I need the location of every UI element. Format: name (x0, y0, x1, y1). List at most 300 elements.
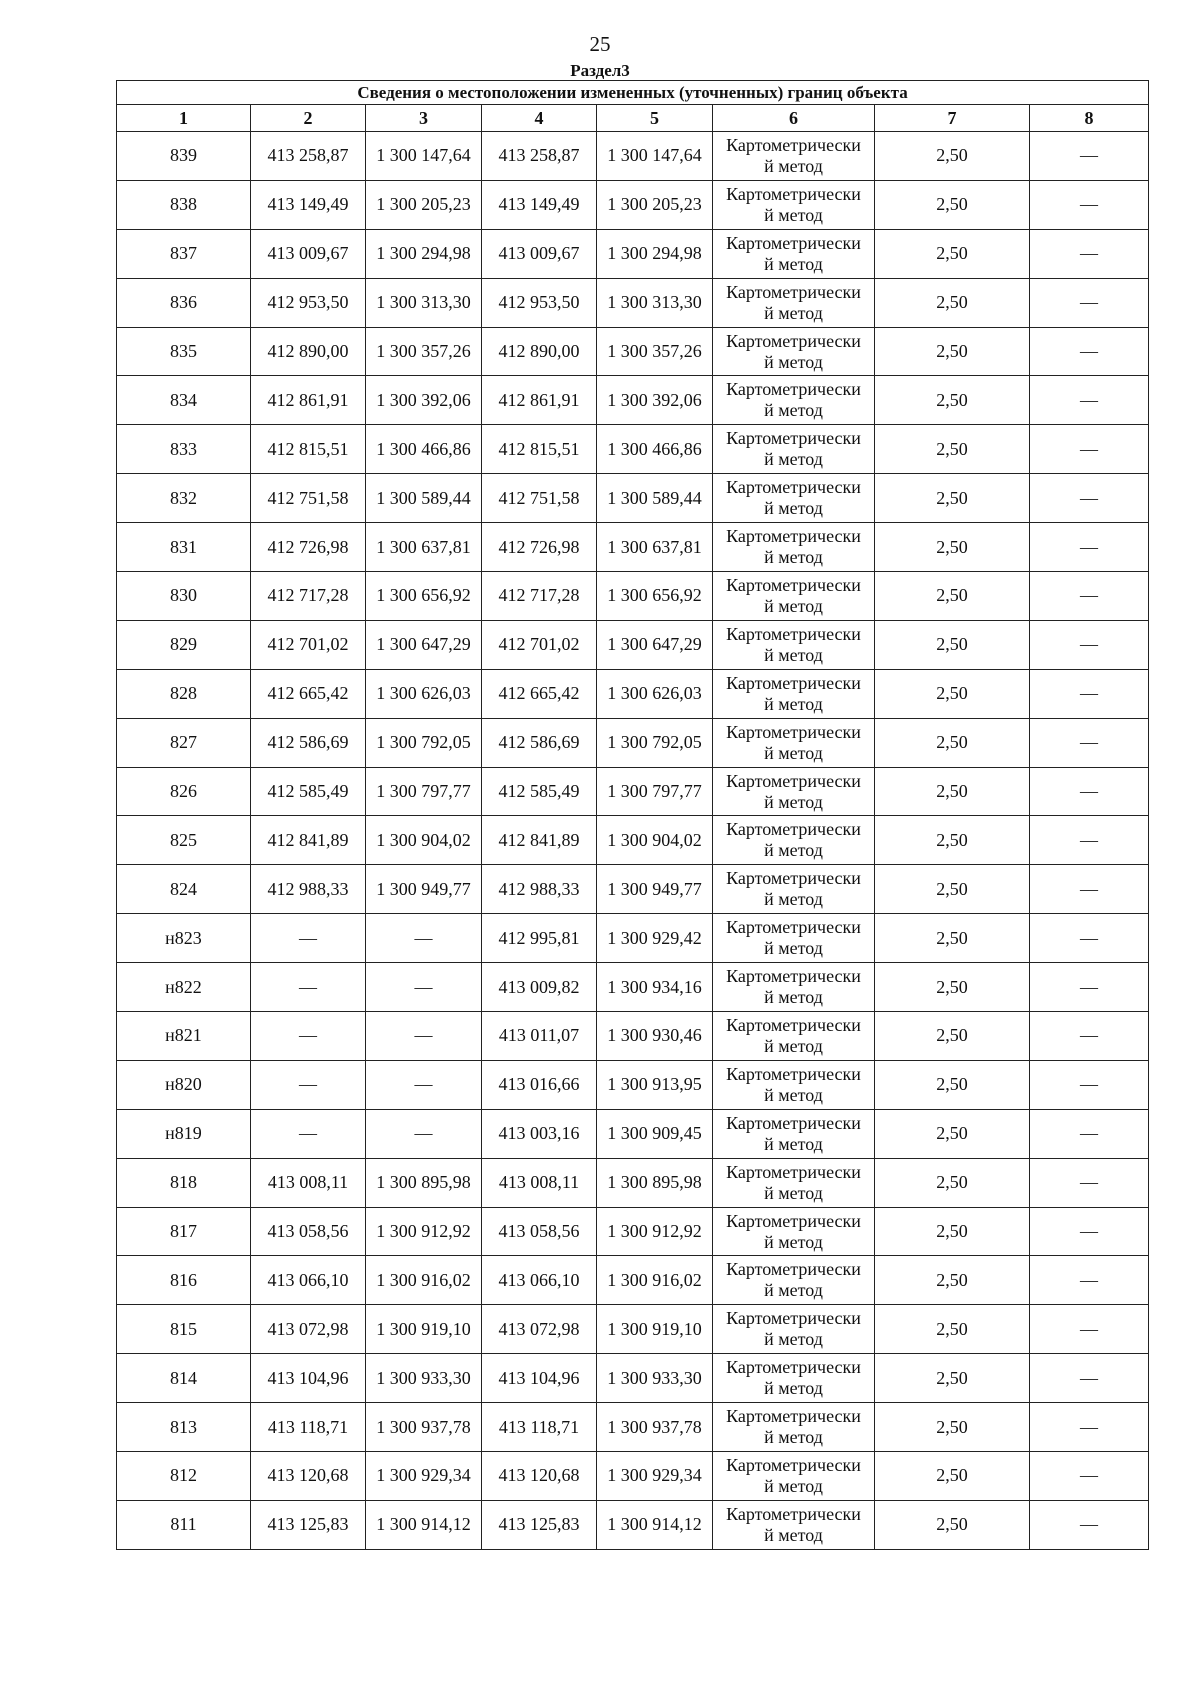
cell-x-new: 413 104,96 (482, 1354, 597, 1403)
cell-accuracy: 2,50 (875, 767, 1030, 816)
cell-x-new: 413 058,56 (482, 1207, 597, 1256)
cell-method (713, 767, 875, 816)
cell-accuracy: 2,50 (875, 1305, 1030, 1354)
cell-id: 836 (117, 278, 251, 327)
cell-id: 833 (117, 425, 251, 474)
cell-x-old: 413 118,71 (251, 1403, 366, 1452)
cell-id: н820 (117, 1060, 251, 1109)
cell-id: 825 (117, 816, 251, 865)
cell-y-old: — (366, 1012, 482, 1061)
cell-y-old: — (366, 963, 482, 1012)
cell-y-old: 1 300 933,30 (366, 1354, 482, 1403)
cell-x-new: 413 011,07 (482, 1012, 597, 1061)
cell-x-new: 413 003,16 (482, 1109, 597, 1158)
method-line: й метод (764, 449, 823, 470)
method-line: й метод (764, 1329, 823, 1350)
method-line: й метод (764, 1035, 823, 1056)
cell-accuracy: 2,50 (875, 865, 1030, 914)
cell-accuracy: 2,50 (875, 474, 1030, 523)
table-row (117, 376, 1149, 425)
cell-y-old: 1 300 949,77 (366, 865, 482, 914)
cell-x-new: 413 258,87 (482, 132, 597, 181)
cell-y-new: 1 300 912,92 (597, 1207, 713, 1256)
method-line: й метод (764, 938, 823, 959)
cell-note: — (1030, 1012, 1149, 1061)
cell-x-new: 412 890,00 (482, 327, 597, 376)
cell-y-new: 1 300 914,12 (597, 1500, 713, 1549)
cell-id: 824 (117, 865, 251, 914)
table-row (117, 718, 1149, 767)
section-title: Раздел3 (570, 61, 630, 80)
cell-accuracy: 2,50 (875, 1012, 1030, 1061)
cell-accuracy: 2,50 (875, 718, 1030, 767)
cell-y-new: 1 300 147,64 (597, 132, 713, 181)
cell-method (713, 1158, 875, 1207)
method-line: Картометрически (726, 134, 861, 155)
method-line: й метод (764, 693, 823, 714)
cell-id: 818 (117, 1158, 251, 1207)
column-header: 8 (1030, 105, 1149, 132)
cell-y-new: 1 300 949,77 (597, 865, 713, 914)
method-line: й метод (764, 1084, 823, 1105)
cell-note: — (1030, 1500, 1149, 1549)
cell-id: 811 (117, 1500, 251, 1549)
cell-id: н821 (117, 1012, 251, 1061)
method-line: й метод (764, 253, 823, 274)
table-row (117, 816, 1149, 865)
cell-x-new: 413 118,71 (482, 1403, 597, 1452)
cell-note: — (1030, 1403, 1149, 1452)
cell-y-new: 1 300 895,98 (597, 1158, 713, 1207)
cell-method (713, 376, 875, 425)
cell-y-old: 1 300 466,86 (366, 425, 482, 474)
cell-method (713, 1012, 875, 1061)
cell-x-new: 413 125,83 (482, 1500, 597, 1549)
table-row (117, 669, 1149, 718)
cell-y-new: 1 300 792,05 (597, 718, 713, 767)
cell-x-new: 412 717,28 (482, 572, 597, 621)
method-line: й метод (764, 1524, 823, 1545)
cell-y-new: 1 300 930,46 (597, 1012, 713, 1061)
cell-note: — (1030, 816, 1149, 865)
cell-id: 813 (117, 1403, 251, 1452)
table-row (117, 914, 1149, 963)
cell-y-old: 1 300 904,02 (366, 816, 482, 865)
table-row (117, 327, 1149, 376)
cell-y-new: 1 300 909,45 (597, 1109, 713, 1158)
method-line: й метод (764, 1280, 823, 1301)
cell-y-new: 1 300 205,23 (597, 180, 713, 229)
cell-accuracy: 2,50 (875, 1060, 1030, 1109)
cell-x-old: 412 701,02 (251, 620, 366, 669)
cell-note: — (1030, 327, 1149, 376)
cell-method (713, 278, 875, 327)
table-row (117, 865, 1149, 914)
cell-note: — (1030, 278, 1149, 327)
cell-accuracy: 2,50 (875, 963, 1030, 1012)
cell-id: 828 (117, 669, 251, 718)
cell-accuracy: 2,50 (875, 914, 1030, 963)
cell-y-old: 1 300 313,30 (366, 278, 482, 327)
table-row (117, 620, 1149, 669)
cell-method (713, 1256, 875, 1305)
method-line: Картометрически (726, 574, 861, 595)
column-header: 6 (713, 105, 875, 132)
cell-y-old: 1 300 914,12 (366, 1500, 482, 1549)
table-row (117, 1256, 1149, 1305)
cell-x-new: 413 120,68 (482, 1452, 597, 1501)
cell-x-new: 412 586,69 (482, 718, 597, 767)
cell-x-old: 412 585,49 (251, 767, 366, 816)
method-line: й метод (764, 644, 823, 665)
cell-note: — (1030, 180, 1149, 229)
cell-id: н819 (117, 1109, 251, 1158)
method-line: Картометрически (726, 1259, 861, 1280)
cell-accuracy: 2,50 (875, 132, 1030, 181)
cell-id: 831 (117, 523, 251, 572)
cell-y-old: 1 300 895,98 (366, 1158, 482, 1207)
cell-y-old: 1 300 919,10 (366, 1305, 482, 1354)
method-line: й метод (764, 1133, 823, 1154)
cell-x-new: 412 841,89 (482, 816, 597, 865)
cell-method (713, 963, 875, 1012)
table-row (117, 1452, 1149, 1501)
cell-x-old: 413 072,98 (251, 1305, 366, 1354)
cell-note: — (1030, 376, 1149, 425)
cell-accuracy: 2,50 (875, 425, 1030, 474)
cell-x-old: 412 586,69 (251, 718, 366, 767)
cell-id: 830 (117, 572, 251, 621)
cell-method (713, 1403, 875, 1452)
cell-accuracy: 2,50 (875, 620, 1030, 669)
cell-method (713, 718, 875, 767)
method-line: Картометрически (726, 966, 861, 987)
method-line: Картометрически (726, 1308, 861, 1329)
cell-y-new: 1 300 313,30 (597, 278, 713, 327)
cell-x-new: 413 072,98 (482, 1305, 597, 1354)
cell-y-old: 1 300 912,92 (366, 1207, 482, 1256)
cell-accuracy: 2,50 (875, 816, 1030, 865)
cell-id: 817 (117, 1207, 251, 1256)
table-row (117, 963, 1149, 1012)
cell-y-new: 1 300 916,02 (597, 1256, 713, 1305)
column-header: 7 (875, 105, 1030, 132)
table-row (117, 1109, 1149, 1158)
cell-accuracy: 2,50 (875, 523, 1030, 572)
cell-id: 827 (117, 718, 251, 767)
cell-accuracy: 2,50 (875, 1452, 1030, 1501)
method-line: й метод (764, 400, 823, 421)
cell-x-old: — (251, 914, 366, 963)
cell-x-old: 413 149,49 (251, 180, 366, 229)
cell-accuracy: 2,50 (875, 1500, 1030, 1549)
cell-id: 837 (117, 229, 251, 278)
cell-x-old: 412 665,42 (251, 669, 366, 718)
cell-x-old: 412 726,98 (251, 523, 366, 572)
method-line: й метод (764, 351, 823, 372)
cell-x-new: 412 665,42 (482, 669, 597, 718)
cell-accuracy: 2,50 (875, 376, 1030, 425)
cell-y-old: 1 300 357,26 (366, 327, 482, 376)
cell-method (713, 425, 875, 474)
column-header: 2 (251, 105, 366, 132)
cell-accuracy: 2,50 (875, 1158, 1030, 1207)
cell-y-old: 1 300 392,06 (366, 376, 482, 425)
cell-x-old: 413 058,56 (251, 1207, 366, 1256)
cell-x-old: — (251, 1060, 366, 1109)
cell-note: — (1030, 1158, 1149, 1207)
cell-accuracy: 2,50 (875, 278, 1030, 327)
cell-method (713, 327, 875, 376)
cell-note: — (1030, 572, 1149, 621)
cell-note: — (1030, 1354, 1149, 1403)
cell-x-old: 413 258,87 (251, 132, 366, 181)
method-line: Картометрически (726, 1063, 861, 1084)
cell-x-old: 412 953,50 (251, 278, 366, 327)
method-line: й метод (764, 742, 823, 763)
table-row (117, 425, 1149, 474)
cell-y-new: 1 300 647,29 (597, 620, 713, 669)
cell-method (713, 914, 875, 963)
cell-x-new: 412 701,02 (482, 620, 597, 669)
table-row (117, 132, 1149, 181)
method-line: й метод (764, 204, 823, 225)
cell-x-old: 412 890,00 (251, 327, 366, 376)
cell-note: — (1030, 963, 1149, 1012)
cell-x-old: 412 841,89 (251, 816, 366, 865)
cell-y-old: 1 300 656,92 (366, 572, 482, 621)
cell-note: — (1030, 523, 1149, 572)
method-line: Картометрически (726, 1112, 861, 1133)
cell-x-new: 413 008,11 (482, 1158, 597, 1207)
cell-method (713, 474, 875, 523)
cell-id: 835 (117, 327, 251, 376)
table-row (117, 1207, 1149, 1256)
column-header: 3 (366, 105, 482, 132)
method-line: Картометрически (726, 1454, 861, 1475)
cell-y-old: 1 300 147,64 (366, 132, 482, 181)
cell-x-new: 413 149,49 (482, 180, 597, 229)
cell-x-old: 412 751,58 (251, 474, 366, 523)
method-line: й метод (764, 595, 823, 616)
cell-id: н823 (117, 914, 251, 963)
table-row (117, 229, 1149, 278)
cell-x-old: 413 008,11 (251, 1158, 366, 1207)
cell-note: — (1030, 1256, 1149, 1305)
method-line: Картометрически (726, 232, 861, 253)
table-row (117, 1500, 1149, 1549)
cell-y-new: 1 300 294,98 (597, 229, 713, 278)
cell-note: — (1030, 425, 1149, 474)
cell-method (713, 865, 875, 914)
cell-method (713, 180, 875, 229)
method-line: й метод (764, 791, 823, 812)
method-line: Картометрически (726, 672, 861, 693)
cell-x-old: — (251, 1012, 366, 1061)
cell-x-new: 412 953,50 (482, 278, 597, 327)
cell-x-old: 413 125,83 (251, 1500, 366, 1549)
cell-accuracy: 2,50 (875, 669, 1030, 718)
cell-y-new: 1 300 904,02 (597, 816, 713, 865)
cell-x-new: 412 726,98 (482, 523, 597, 572)
table-caption: Сведения о местоположении измененных (уточненных) границ объекта (117, 81, 1149, 105)
cell-x-new: 412 861,91 (482, 376, 597, 425)
method-line: Картометрически (726, 379, 861, 400)
method-line: Картометрически (726, 183, 861, 204)
cell-note: — (1030, 1207, 1149, 1256)
cell-y-new: 1 300 929,42 (597, 914, 713, 963)
cell-x-new: 413 009,82 (482, 963, 597, 1012)
cell-y-old: 1 300 589,44 (366, 474, 482, 523)
cell-id: 816 (117, 1256, 251, 1305)
table-row (117, 1060, 1149, 1109)
cell-x-new: 412 585,49 (482, 767, 597, 816)
cell-accuracy: 2,50 (875, 229, 1030, 278)
cell-y-old: 1 300 916,02 (366, 1256, 482, 1305)
cell-y-new: 1 300 357,26 (597, 327, 713, 376)
method-line: Картометрически (726, 770, 861, 791)
cell-x-new: 413 009,67 (482, 229, 597, 278)
cell-method (713, 523, 875, 572)
method-line: Картометрически (726, 1161, 861, 1182)
method-line: Картометрически (726, 330, 861, 351)
cell-method (713, 1207, 875, 1256)
cell-y-new: 1 300 919,10 (597, 1305, 713, 1354)
cell-note: — (1030, 132, 1149, 181)
cell-id: 812 (117, 1452, 251, 1501)
method-line: Картометрически (726, 526, 861, 547)
cell-x-new: 412 988,33 (482, 865, 597, 914)
column-header: 4 (482, 105, 597, 132)
method-line: Картометрически (726, 623, 861, 644)
method-line: й метод (764, 840, 823, 861)
cell-y-new: 1 300 392,06 (597, 376, 713, 425)
table-row (117, 572, 1149, 621)
cell-y-new: 1 300 913,95 (597, 1060, 713, 1109)
column-header: 5 (597, 105, 713, 132)
cell-x-old: 413 066,10 (251, 1256, 366, 1305)
cell-y-old: 1 300 929,34 (366, 1452, 482, 1501)
page-number: 25 (589, 32, 611, 56)
cell-y-old: 1 300 294,98 (366, 229, 482, 278)
cell-note: — (1030, 229, 1149, 278)
cell-x-old: — (251, 963, 366, 1012)
cell-y-old: — (366, 1060, 482, 1109)
cell-x-old: 413 120,68 (251, 1452, 366, 1501)
cell-x-old: 413 104,96 (251, 1354, 366, 1403)
cell-x-new: 413 066,10 (482, 1256, 597, 1305)
cell-method (713, 1305, 875, 1354)
method-line: Картометрически (726, 917, 861, 938)
cell-x-old: 412 815,51 (251, 425, 366, 474)
cell-note: — (1030, 865, 1149, 914)
method-line: Картометрически (726, 721, 861, 742)
cell-method (713, 816, 875, 865)
cell-y-new: 1 300 929,34 (597, 1452, 713, 1501)
method-line: й метод (764, 1475, 823, 1496)
cell-x-new: 413 016,66 (482, 1060, 597, 1109)
method-line: Картометрически (726, 477, 861, 498)
method-line: й метод (764, 1378, 823, 1399)
table-row (117, 523, 1149, 572)
cell-accuracy: 2,50 (875, 1109, 1030, 1158)
cell-method (713, 669, 875, 718)
cell-accuracy: 2,50 (875, 1403, 1030, 1452)
cell-y-old: 1 300 797,77 (366, 767, 482, 816)
method-line: Картометрически (726, 868, 861, 889)
cell-note: — (1030, 1452, 1149, 1501)
table-row (117, 1158, 1149, 1207)
method-line: Картометрически (726, 1503, 861, 1524)
method-line: й метод (764, 498, 823, 519)
table-row (117, 1012, 1149, 1061)
cell-y-old: 1 300 626,03 (366, 669, 482, 718)
cell-note: — (1030, 669, 1149, 718)
column-header-row (117, 105, 1149, 132)
method-line: Картометрически (726, 1406, 861, 1427)
method-line: й метод (764, 1182, 823, 1203)
boundary-coordinates-table (116, 80, 1149, 1550)
method-line: й метод (764, 889, 823, 910)
cell-y-new: 1 300 656,92 (597, 572, 713, 621)
cell-note: — (1030, 914, 1149, 963)
method-line: й метод (764, 987, 823, 1008)
cell-accuracy: 2,50 (875, 572, 1030, 621)
cell-id: н822 (117, 963, 251, 1012)
cell-y-old: 1 300 637,81 (366, 523, 482, 572)
method-line: й метод (764, 547, 823, 568)
cell-x-old: 413 009,67 (251, 229, 366, 278)
cell-accuracy: 2,50 (875, 1256, 1030, 1305)
cell-y-new: 1 300 797,77 (597, 767, 713, 816)
cell-method (713, 572, 875, 621)
table-body (117, 132, 1149, 1550)
cell-x-new: 412 815,51 (482, 425, 597, 474)
cell-y-new: 1 300 466,86 (597, 425, 713, 474)
cell-accuracy: 2,50 (875, 180, 1030, 229)
method-line: й метод (764, 155, 823, 176)
cell-method (713, 1060, 875, 1109)
method-line: Картометрически (726, 1014, 861, 1035)
cell-x-old: 412 717,28 (251, 572, 366, 621)
cell-note: — (1030, 620, 1149, 669)
table-row (117, 1403, 1149, 1452)
cell-note: — (1030, 767, 1149, 816)
cell-y-new: 1 300 934,16 (597, 963, 713, 1012)
method-line: й метод (764, 1427, 823, 1448)
cell-accuracy: 2,50 (875, 1354, 1030, 1403)
table-row (117, 1354, 1149, 1403)
method-line: й метод (764, 302, 823, 323)
method-line: й метод (764, 1231, 823, 1252)
cell-y-old: 1 300 647,29 (366, 620, 482, 669)
cell-accuracy: 2,50 (875, 327, 1030, 376)
cell-method (713, 1452, 875, 1501)
cell-id: 838 (117, 180, 251, 229)
cell-note: — (1030, 1060, 1149, 1109)
cell-note: — (1030, 1109, 1149, 1158)
cell-method (713, 1500, 875, 1549)
cell-y-old: — (366, 1109, 482, 1158)
cell-id: 839 (117, 132, 251, 181)
cell-y-old: 1 300 205,23 (366, 180, 482, 229)
cell-x-old: 412 988,33 (251, 865, 366, 914)
cell-id: 815 (117, 1305, 251, 1354)
table-row (117, 1305, 1149, 1354)
cell-y-new: 1 300 626,03 (597, 669, 713, 718)
cell-x-old: 412 861,91 (251, 376, 366, 425)
cell-id: 834 (117, 376, 251, 425)
